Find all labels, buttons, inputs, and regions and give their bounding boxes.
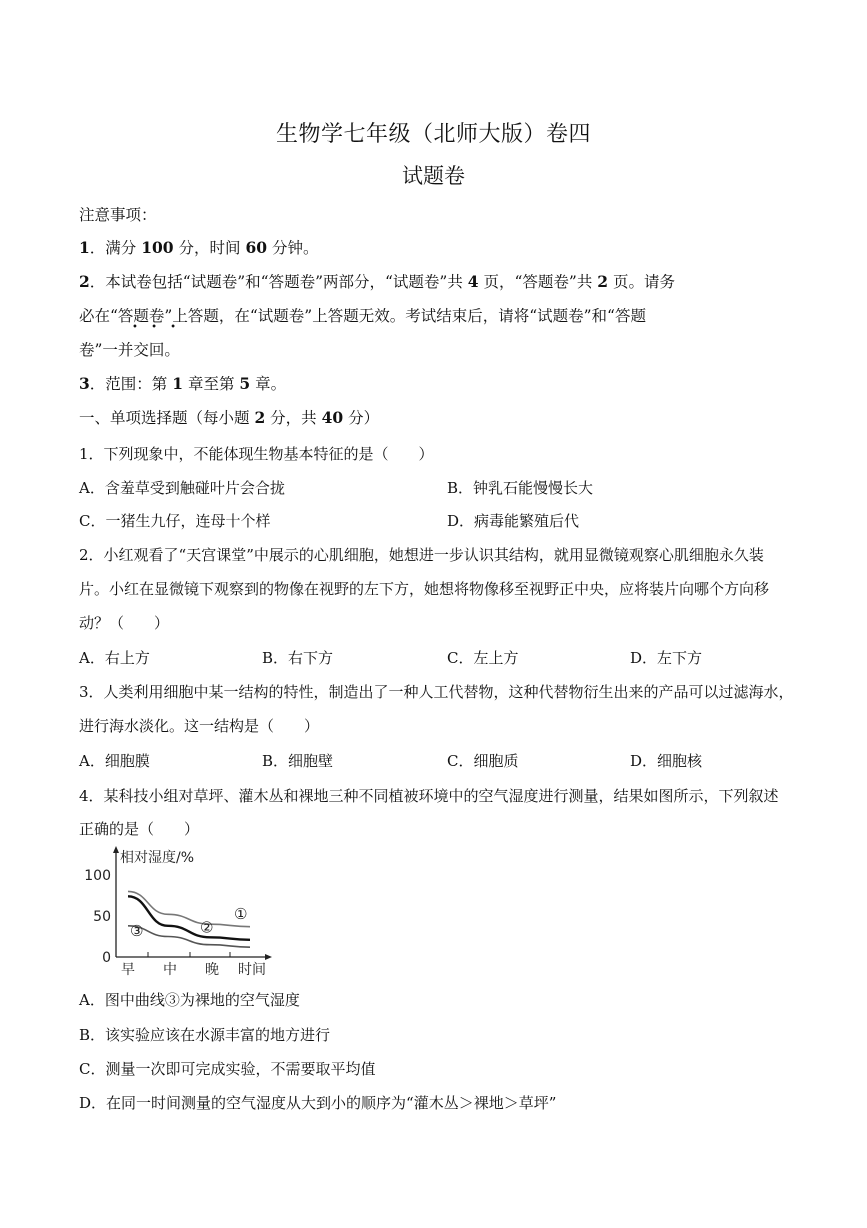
x-axis-label: 时间 bbox=[238, 962, 266, 978]
question-4-option-b: B．该实验应该在水源丰富的地方进行 bbox=[79, 1026, 331, 1044]
series-label-2: ② bbox=[200, 918, 214, 937]
y-axis-arrow bbox=[113, 846, 119, 853]
question-2-stem-line-1: 2．小红观看了“天宫课堂”中展示的心肌细胞，她想进一步认识其结构，就用显微镜观察心肌细胞永久装 bbox=[79, 546, 764, 564]
question-3-option-b: B．细胞壁 bbox=[262, 752, 334, 770]
notice-item-3: 3．范围：第 1 章至第 5 章。 bbox=[79, 374, 287, 393]
question-2-stem-line-3: 动？（ ） bbox=[79, 614, 170, 632]
x-axis-arrow bbox=[265, 954, 272, 960]
section-heading: 一、单项选择题（每小题 2 分，共 40 分） bbox=[79, 408, 380, 427]
notice-item-1: 1．满分 100 分，时间 60 分钟。 bbox=[79, 238, 319, 257]
question-1-option-b: B．钟乳石能慢慢长大 bbox=[447, 479, 594, 497]
question-3-option-a: A．细胞膜 bbox=[79, 752, 150, 770]
emphasis-dots: • • • bbox=[132, 322, 182, 333]
question-1-option-a: A．含羞草受到触碰叶片会合拢 bbox=[79, 479, 285, 497]
question-2-stem-line-2: 片。小红在显微镜下观察到的物像在视野的左下方，她想将物像移至视野正中央，应将装片向哪个方向移 bbox=[79, 580, 770, 598]
question-4-stem-line-2: 正确的是（ ） bbox=[79, 820, 200, 838]
question-1-option-c: C．一猪生九仔，连母十个样 bbox=[79, 512, 271, 530]
series-line-3 bbox=[128, 926, 250, 947]
question-2-option-c: C．左上方 bbox=[447, 649, 519, 667]
x-tick-label: 早 bbox=[121, 962, 135, 978]
question-3-option-d: D．细胞核 bbox=[630, 752, 703, 770]
y-axis-label: 相对湿度/% bbox=[120, 850, 195, 866]
question-4-stem-line-1: 4．某科技小组对草坪、灌木丛和裸地三种不同植被环境中的空气湿度进行测量，结果如图所示，下列叙述 bbox=[79, 787, 779, 805]
question-4-option-a: A．图中曲线③为裸地的空气湿度 bbox=[79, 991, 300, 1009]
x-tick-label: 中 bbox=[163, 962, 177, 978]
chart-series bbox=[128, 891, 250, 947]
page-subtitle: 试题卷 bbox=[402, 164, 465, 188]
question-3-stem-line-2: 进行海水淡化。这一结构是（ ） bbox=[79, 717, 320, 735]
series-line-2 bbox=[128, 896, 250, 939]
question-2-option-a: A．右上方 bbox=[79, 649, 150, 667]
x-tick-label: 晚 bbox=[205, 962, 219, 978]
notice-item-2: 2．本试卷包括“试题卷”和“答题卷”两部分，“试题卷”共 4 页，“答题卷”共 2 页。请务 bbox=[79, 272, 676, 291]
page-title: 生物学七年级（北师大版）卷四 bbox=[275, 122, 591, 147]
question-2-option-d: D．左下方 bbox=[630, 649, 703, 667]
question-4-option-c: C．测量一次即可完成实验，不需要取平均值 bbox=[79, 1060, 376, 1078]
notice-item-2-line-3: 卷”一并交回。 bbox=[79, 341, 180, 359]
question-1-option-d: D．病毒能繁殖后代 bbox=[447, 512, 580, 530]
question-3-stem-line-1: 3．人类利用细胞中某一结构的特性，制造出了一种人工代替物，这种代替物衍生出来的产品可以过滤海水， bbox=[79, 683, 794, 701]
question-3-option-c: C．细胞质 bbox=[447, 752, 519, 770]
question-4-option-d: D．在同一时间测量的空气湿度从大到小的顺序为“灌木丛＞裸地＞草坪” bbox=[79, 1094, 557, 1112]
series-label-3: ③ bbox=[130, 921, 144, 940]
humidity-chart bbox=[78, 842, 278, 980]
y-tick-label: 50 bbox=[93, 909, 111, 925]
series-label-1: ① bbox=[234, 905, 248, 924]
y-tick-label: 0 bbox=[102, 950, 111, 966]
notice-heading: 注意事项： bbox=[79, 206, 157, 224]
y-tick-label: 100 bbox=[84, 868, 111, 884]
question-2-option-b: B．右下方 bbox=[262, 649, 334, 667]
notice-item-2-line-2: 必在“答题卷”上答题，在“试题卷”上答题无效。考试结束后，请将“试题卷”和“答题 bbox=[79, 307, 646, 325]
question-1-stem: 1．下列现象中，不能体现生物基本特征的是（ ） bbox=[79, 445, 434, 463]
